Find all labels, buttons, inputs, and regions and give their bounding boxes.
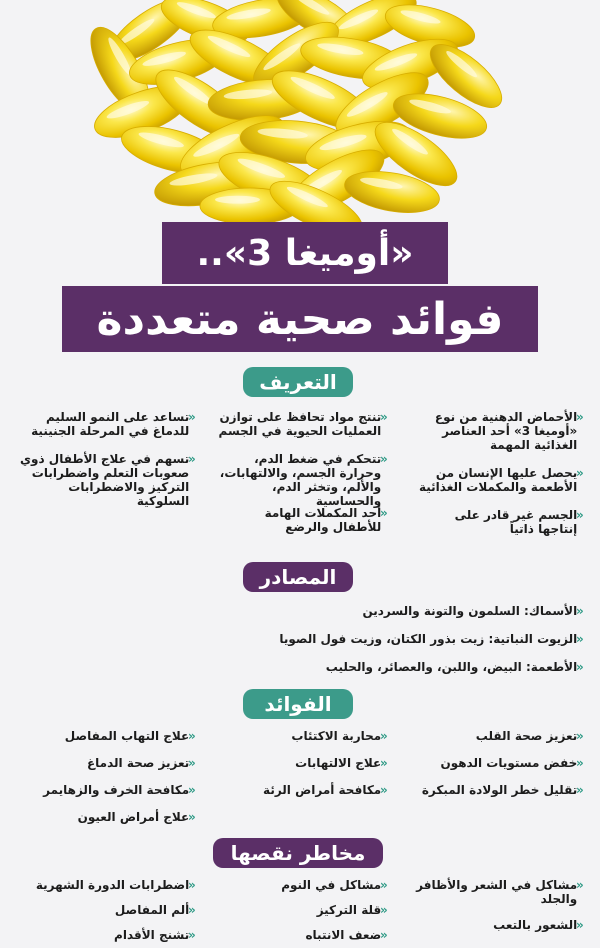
double-chevron-icon: » [384, 928, 388, 942]
definition-item: » يحصل عليها الإنسان من الأطعمة والمكملات الغذائية [418, 466, 584, 494]
double-chevron-icon: » [384, 783, 388, 797]
source-item: » الأطعمة: البيض، واللبن، والعصائر، والحليب [325, 660, 584, 674]
benefit-item: » علاج أمراض العيون [77, 810, 196, 824]
benefit-item: » علاج الالتهابات [295, 756, 388, 770]
double-chevron-icon: » [192, 928, 196, 942]
double-chevron-icon: » [384, 878, 388, 892]
double-chevron-icon: » [580, 508, 584, 522]
double-chevron-icon: » [580, 632, 584, 646]
benefit-item: » محاربة الاكتئاب [291, 729, 388, 743]
benefit-item: » تعزيز صحة الدماغ [86, 756, 196, 770]
deficiency-item: » تشنج الأقدام [114, 928, 196, 942]
deficiency-item: » مشاكل في النوم [281, 878, 388, 892]
capsule-highlight [215, 196, 260, 204]
double-chevron-icon: » [580, 783, 584, 797]
double-chevron-icon: » [384, 729, 388, 743]
definition-item: » تسهم في علاج الأطفال ذوي صعوبات التعلم واضطرابات التركيز والاضطرابات السلوكية [19, 452, 196, 508]
double-chevron-icon: » [192, 452, 196, 466]
deficiency-item: » اضطرابات الدورة الشهرية [35, 878, 196, 892]
double-chevron-icon: » [580, 878, 584, 892]
double-chevron-icon: » [384, 756, 388, 770]
double-chevron-icon: » [384, 452, 388, 466]
definition-item: » الأحماض الدهنية من نوع «أوميغا 3» أحد العناصر الغذائية المهمة [434, 410, 584, 452]
double-chevron-icon: » [192, 810, 196, 824]
benefit-item: » علاج التهاب المفاصل [64, 729, 196, 743]
double-chevron-icon: » [192, 783, 196, 797]
double-chevron-icon: » [580, 604, 584, 618]
section-header-sources: المصادر [243, 562, 353, 592]
source-item: » الزيوت النباتية: زيت بذور الكتان، وزيت فول الصويا [279, 632, 584, 646]
double-chevron-icon: » [384, 903, 388, 917]
definition-item: » أحد المكملات الهامة للأطفال والرضع [264, 506, 388, 534]
double-chevron-icon: » [580, 466, 584, 480]
section-header-benefits: الفوائد [243, 689, 353, 719]
title-line-1: «أوميغا 3».. [162, 222, 448, 284]
source-item: » الأسماك: السلمون والتونة والسردين [362, 604, 584, 618]
double-chevron-icon: » [384, 506, 388, 520]
double-chevron-icon: » [192, 903, 196, 917]
double-chevron-icon: » [192, 756, 196, 770]
deficiency-item: » الشعور بالتعب [493, 918, 584, 932]
definition-item: » تنتج مواد تحافظ على توازن العمليات الحيوية في الجسم [218, 410, 388, 438]
fish-oil-capsules-illustration [0, 0, 600, 228]
deficiency-item: » قلة التركيز [316, 903, 388, 917]
section-header-definition: التعريف [243, 367, 353, 397]
benefit-item: » مكافحة أمراض الرئة [263, 783, 388, 797]
double-chevron-icon: » [192, 729, 196, 743]
definition-item: » الجسم غير قادر على إنتاجها ذاتياً [454, 508, 584, 536]
double-chevron-icon: » [580, 660, 584, 674]
double-chevron-icon: » [580, 410, 584, 424]
double-chevron-icon: » [580, 756, 584, 770]
title-line-2: فوائد صحية متعددة [62, 286, 538, 352]
section-header-deficiency: مخاطر نقصها [213, 838, 383, 868]
deficiency-item: » ألم المفاصل [114, 903, 196, 917]
benefit-item: » خفض مستويات الدهون [440, 756, 584, 770]
double-chevron-icon: » [192, 878, 196, 892]
benefit-item: » تعزيز صحة القلب [475, 729, 584, 743]
double-chevron-icon: » [384, 410, 388, 424]
double-chevron-icon: » [580, 729, 584, 743]
double-chevron-icon: » [580, 918, 584, 932]
double-chevron-icon: » [192, 410, 196, 424]
benefit-item: » تقليل خطر الولادة المبكرة [421, 783, 584, 797]
definition-item: » تتحكم في ضغط الدم، وحرارة الجسم، والالتهابات، والألم، وتخثر الدم، والحساسية [219, 452, 388, 508]
deficiency-item: » مشاكل في الشعر والأظافر والجلد [416, 878, 584, 906]
benefit-item: » مكافحة الخرف والزهايمر [43, 783, 196, 797]
deficiency-item: » ضعف الانتباه [305, 928, 388, 942]
definition-item: » تساعد على النمو السليم للدماغ في المرحلة الجنينية [31, 410, 196, 438]
